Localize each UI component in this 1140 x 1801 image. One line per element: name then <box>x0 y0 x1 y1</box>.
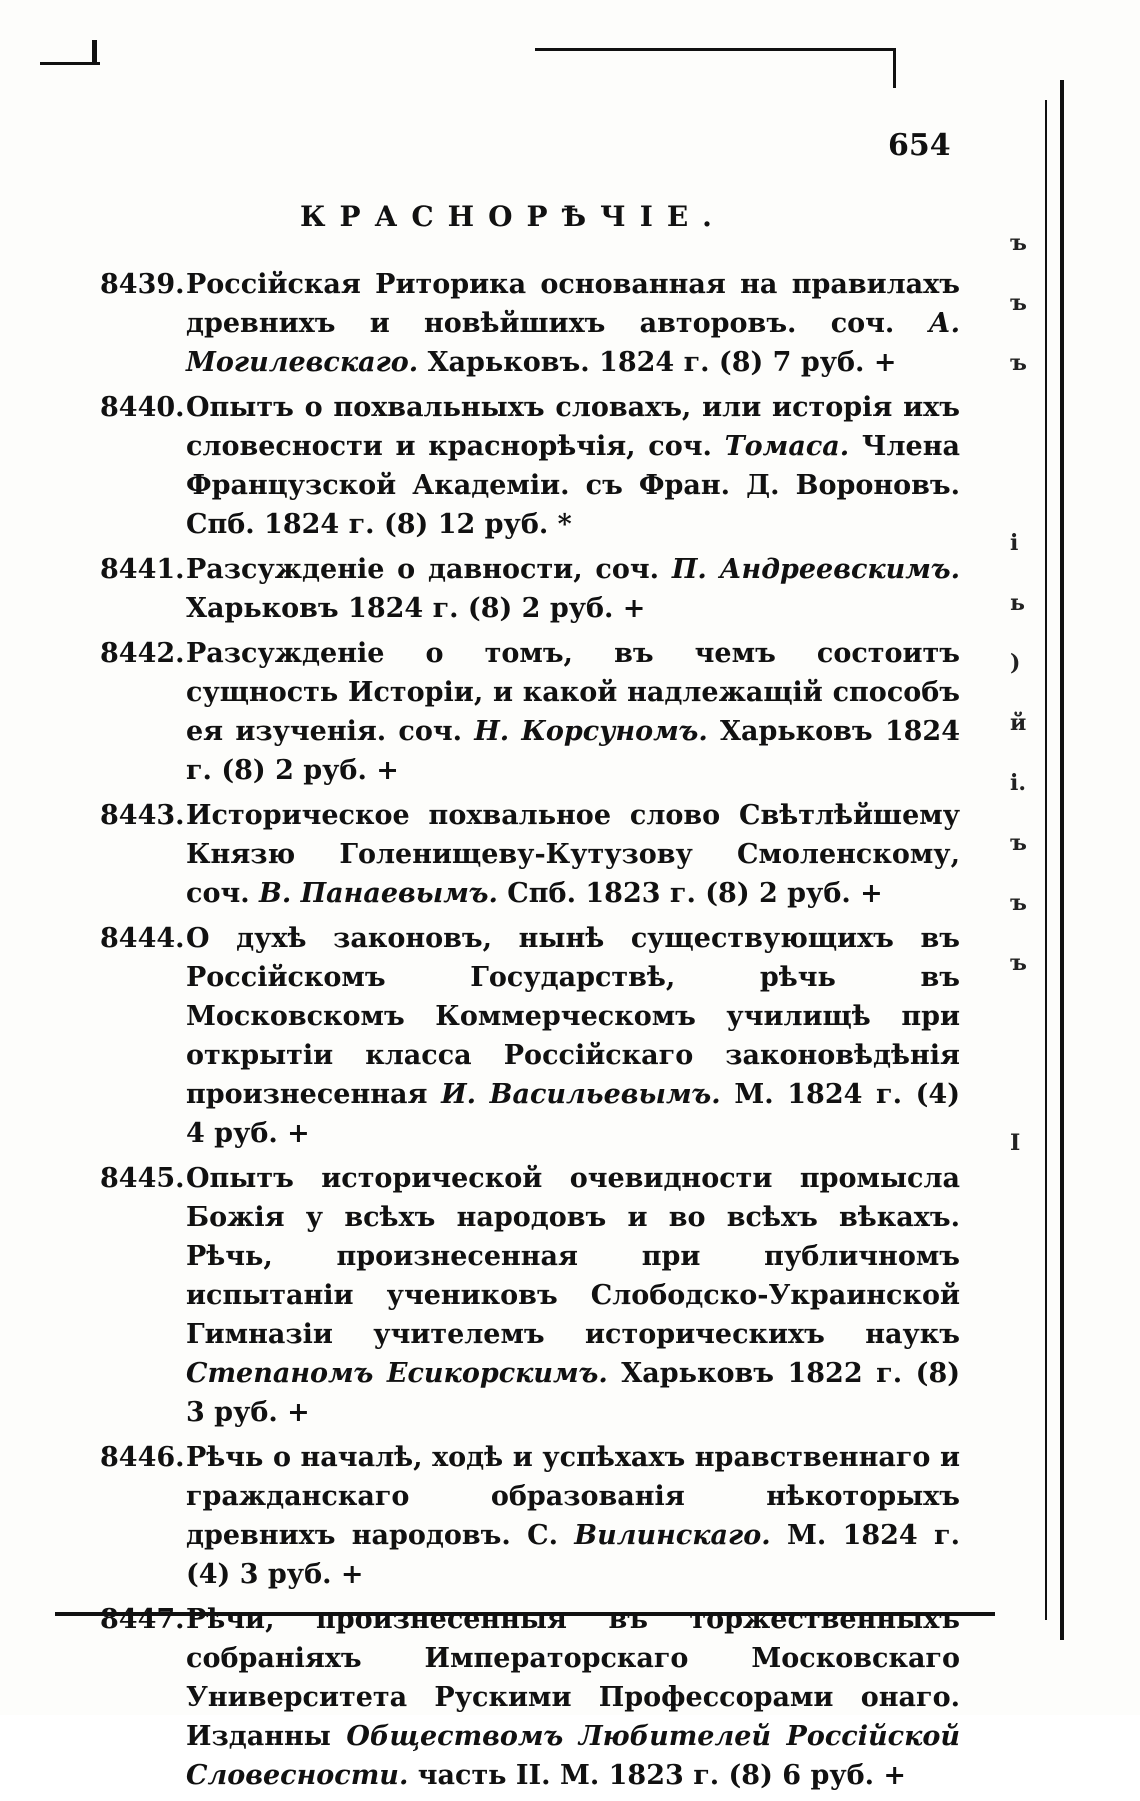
margin-glyph: І <box>1010 1130 1021 1156</box>
margin-glyph: і <box>1010 530 1019 556</box>
entry-list <box>100 265 960 1801</box>
margin-glyph: ъ <box>1010 950 1027 976</box>
margin-glyph: ъ <box>1010 350 1027 376</box>
adjacent-page-margin <box>1010 80 1050 1640</box>
entry <box>100 265 960 382</box>
entry <box>100 1600 960 1795</box>
entry-author: П. Андреевскимъ. <box>671 554 960 585</box>
entry <box>100 388 960 544</box>
entry-author: Обществомъ Любителей Россійской Словесности. <box>186 1721 960 1791</box>
entry <box>100 550 960 628</box>
margin-glyph: ъ <box>1010 830 1027 856</box>
entry-text: Опытъ исторической очевидности промысла Божія у всѣхъ народовъ и во всѣхъ вѣкахъ. Рѣчь, произнесенная при публичномъ испытаніи учениковъ Слободско-Украинской Гимназіи учителемъ историческихъ наукъ Степаномъ Есикорскимъ. Харьковъ 1822 г. (8) 3 руб. + <box>186 1163 961 1428</box>
top-right-scan-mark <box>893 48 896 88</box>
margin-glyph: ) <box>1010 650 1021 676</box>
entry-text: Историческое похвальное слово Свѣтлѣйшему Князю Голенищеву-Кутузову Смоленскому, соч. В. Панаевымъ. Спб. 1823 г. (8) 2 руб. + <box>186 800 960 909</box>
entry-author: И. Васильевымъ. <box>441 1079 721 1110</box>
entry-number: 8442. <box>100 638 185 669</box>
entry-text: Разсужденіе о томъ, въ чемъ состоитъ сущность Исторіи, и какой надлежащій способъ ея изученія. соч. Н. Корсуномъ. Харьковъ 1824 г. (8) 2 руб. + <box>186 638 960 786</box>
entry-number: 8443. <box>100 800 185 831</box>
margin-glyph: ъ <box>1010 290 1027 316</box>
section-title: КРАСНОРѢЧІЕ. <box>300 200 726 233</box>
entry-author: Н. Корсуномъ. <box>474 716 708 747</box>
entry-author: Вилинскаго. <box>574 1520 771 1551</box>
entry <box>100 1159 960 1432</box>
entry-text: Разсужденіе о давности, соч. П. Андреевскимъ. Харьковъ 1824 г. (8) 2 руб. + <box>186 554 960 624</box>
entry-text: Опытъ о похвальныхъ словахъ, или исторія ихъ словесности и краснорѣчія, соч. Томаса. Члена Французской Академіи. съ Фран. Д. Вороновъ. Спб. 1824 г. (8) 12 руб. * <box>186 392 960 540</box>
entry-text: О духѣ законовъ, нынѣ существующихъ въ Россійскомъ Государствѣ, рѣчь въ Московскомъ Коммерческомъ училищѣ при открытіи класса Россійскаго законовѣдѣнія произнесенная И. Васильевымъ. М. 1824 г. (4) 4 руб. + <box>186 923 960 1149</box>
entry <box>100 634 960 790</box>
entry-number: 8445. <box>100 1163 185 1194</box>
entry <box>100 919 960 1153</box>
entry-number: 8444. <box>100 923 185 954</box>
entry-text: Рѣчи, произнесенныя въ торжественныхъ собраніяхъ Императорскаго Московскаго Университета Рускими Профессорами онаго. Изданны Обществомъ Любителей Россійской Словесности. часть II. М. 1823 г. (8) 6 руб. + <box>186 1604 960 1791</box>
entry-author: Томаса. <box>724 431 850 462</box>
page-number: 654 <box>888 128 951 163</box>
entry-number: 8439. <box>100 269 185 300</box>
entry-author: А. Могилевскаго. <box>186 308 960 378</box>
margin-glyph: й <box>1010 710 1027 736</box>
margin-glyph: ь <box>1010 590 1025 616</box>
entry-text: Рѣчь о началѣ, ходѣ и успѣхахъ нравственнаго и гражданскаго образованія нѣкоторыхъ древнихъ народовъ. С. Вилинскаго. М. 1824 г. (4) 3 руб. + <box>186 1442 960 1590</box>
top-center-scan-mark <box>535 48 895 51</box>
entry <box>100 1438 960 1594</box>
entry <box>100 796 960 913</box>
right-binding-edge <box>1060 80 1064 1640</box>
entry-author: В. Панаевымъ. <box>259 878 498 909</box>
entry-number: 8447. <box>100 1604 185 1635</box>
margin-glyph: і. <box>1010 770 1027 796</box>
entry-number: 8440. <box>100 392 185 423</box>
entry-author: Степаномъ Есикорскимъ. <box>186 1358 608 1389</box>
entry-number: 8446. <box>100 1442 185 1473</box>
margin-glyph: ъ <box>1010 230 1027 256</box>
top-left-scan-mark <box>40 62 100 65</box>
top-left-scan-tick <box>92 40 97 64</box>
entry-text: Россійская Риторика основанная на правилахъ древнихъ и новѣйшихъ авторовъ. соч. А. Могилевскаго. Харьковъ. 1824 г. (8) 7 руб. + <box>186 269 960 378</box>
margin-glyph: ъ <box>1010 890 1027 916</box>
entry-number: 8441. <box>100 554 185 585</box>
